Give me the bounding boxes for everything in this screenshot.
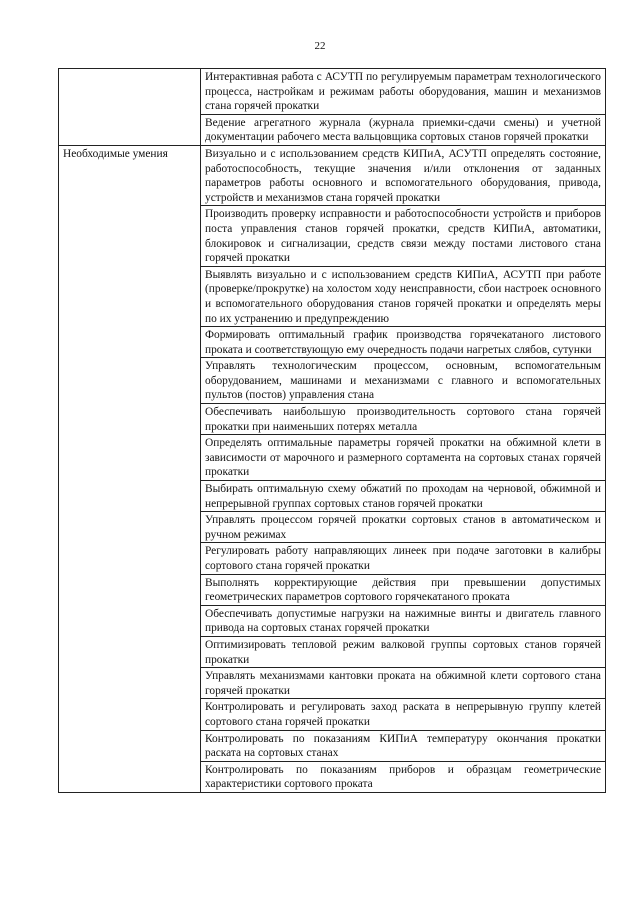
row-text: Контролировать и регулировать заход раската в непрерывную группу клетей сортового стана горячей прокатки: [201, 699, 606, 730]
row-text: Интерактивная работа с АСУТП по регулируемым параметрам технологического процесса, настройкам и режимам работы оборудования, машин и механизмов стана горячей прокатки: [201, 69, 606, 115]
row-text: Оптимизировать тепловой режим валковой группы сортовых станов горячей прокатки: [201, 636, 606, 667]
row-text: Выполнять корректирующие действия при превышении допустимых геометрических параметров сортового горячекатаного проката: [201, 574, 606, 605]
skills-table: [58, 68, 606, 793]
row-text: Регулировать работу направляющих линеек при подаче заготовки в калибры сортового стана горячей прокатки: [201, 543, 606, 574]
row-text: Управлять механизмами кантовки проката на обжимной клети сортового стана горячей прокатки: [201, 668, 606, 699]
row-text: Обеспечивать наибольшую производительность сортового стана горячей прокатки при наименьших потерях металла: [201, 404, 606, 435]
row-text: Производить проверку исправности и работоспособности устройств и приборов поста управления станов горячей прокатки, средств КИПиА, автоматики, блокировок и сигнализации, средств связи между постами листового стана горячей прокатки: [201, 206, 606, 266]
row-text: Ведение агрегатного журнала (журнала приемки-сдачи смены) и учетной документации рабочего места вальцовщика сортовых станов горячей прокатки: [201, 114, 606, 145]
table-row: [59, 145, 606, 205]
row-label-empty: [59, 69, 201, 146]
row-text: Формировать оптимальный график производства горячекатаного листового проката и соответствующую ему очередность подачи нагретых слябов, сутунки: [201, 327, 606, 358]
row-text: Обеспечивать допустимые нагрузки на нажимные винты и двигатель главного привода на сортовых станах горячей прокатки: [201, 605, 606, 636]
row-text: Контролировать по показаниям КИПиА температуру окончания прокатки раската на сортовых станах: [201, 730, 606, 761]
row-text: Определять оптимальные параметры горячей прокатки на обжимной клети в зависимости от марочного и размерного сортамента на сортовых станах горячей прокатки: [201, 435, 606, 481]
row-label-skills: Необходимые умения: [59, 145, 201, 792]
row-text: Выбирать оптимальную схему обжатий по проходам на черновой, обжимной и непрерывной группах сортовых станов горячей прокатки: [201, 481, 606, 512]
row-text: Управлять технологическим процессом, основным, вспомогательным оборудованием, машинами и механизмами с главного и вспомогательных пультов (постов) управления стана: [201, 358, 606, 404]
row-text: Выявлять визуально и с использованием средств КИПиА, АСУТП при работе (проверке/прокрутке) на холостом ходу неисправности, сбои настроек основного и вспомогательного оборудования станов горячей прокатки и определять меры по их устранению и предупреждению: [201, 266, 606, 326]
row-text: Управлять процессом горячей прокатки сортовых станов в автоматическом и ручном режимах: [201, 512, 606, 543]
page-number: 22: [314, 40, 326, 52]
table-row: [59, 69, 606, 115]
row-text: Визуально и с использованием средств КИПиА, АСУТП определять состояние, работоспособность, текущие значения и/или отклонения от заданных параметров работы основного и вспомогательного оборудования, привода, устройств и механизмов стана горячей прокатки: [201, 145, 606, 205]
row-text: Контролировать по показаниям приборов и образцам геометрические характеристики сортового проката: [201, 761, 606, 792]
